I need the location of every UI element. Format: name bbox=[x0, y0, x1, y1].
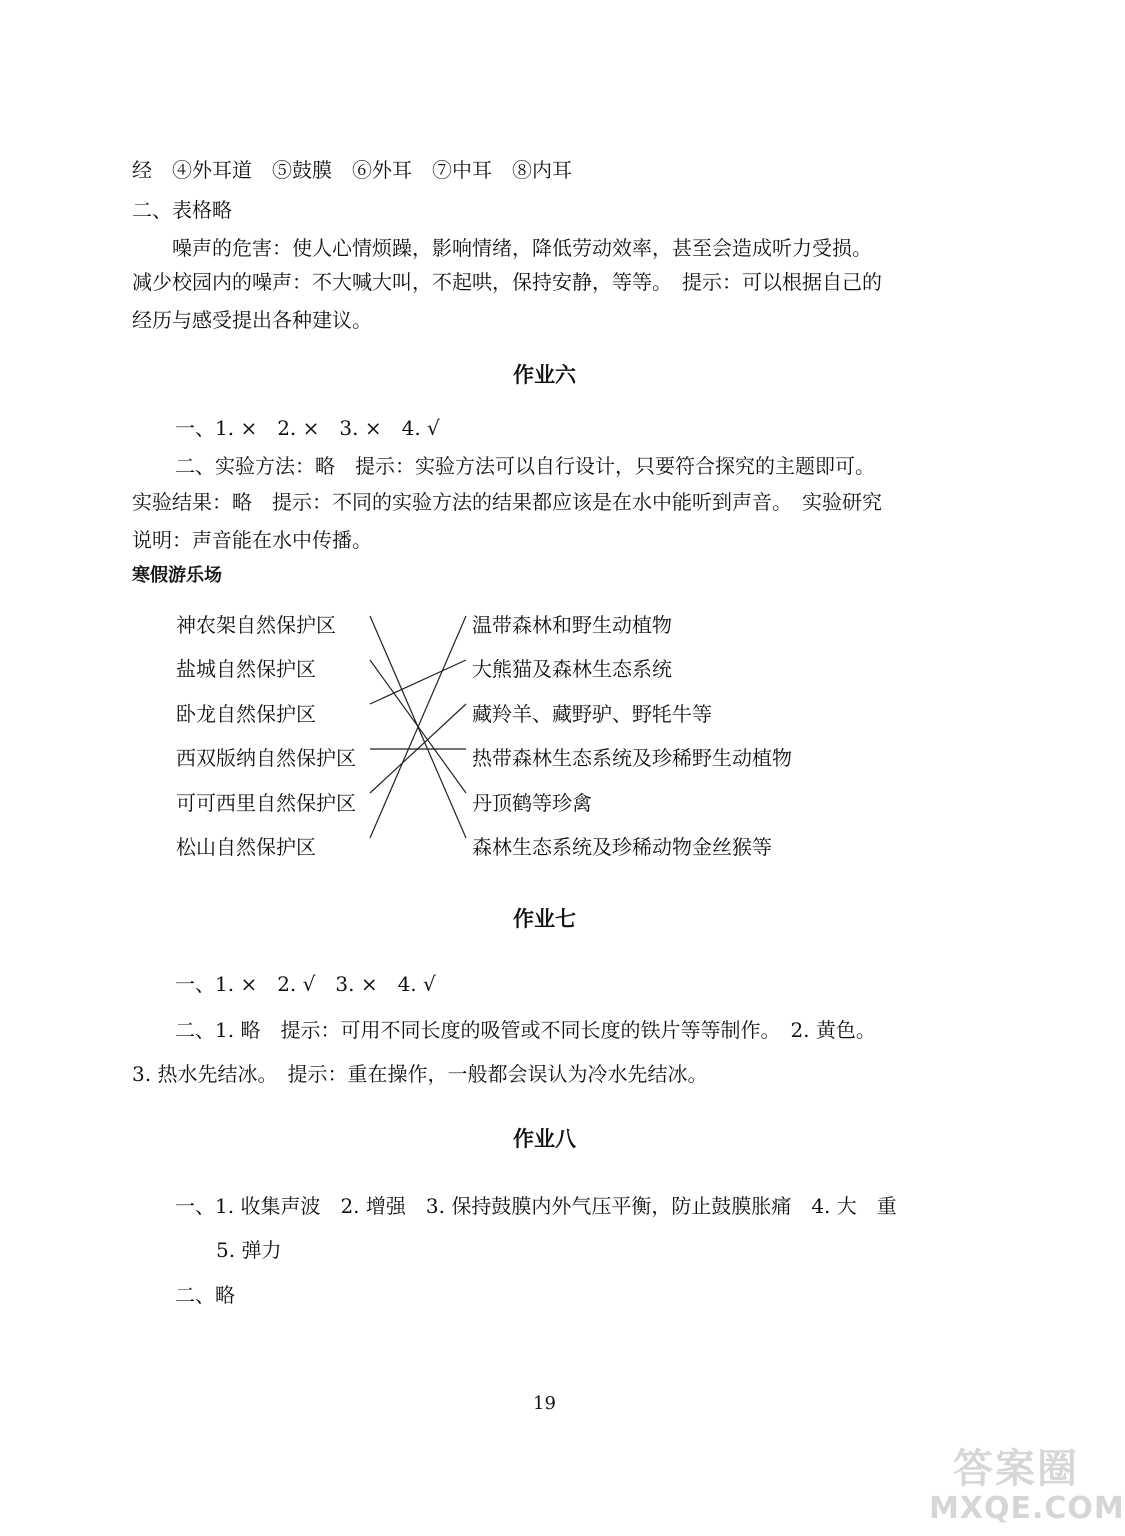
homework-6-q2-line-1: 二、实验方法：略 提示：实验方法可以自行设计，只要符合探究的主题即可。 bbox=[175, 454, 875, 478]
homework-6-q1: 一、1. × 2. × 3. × 4. √ bbox=[175, 416, 440, 440]
answer-line-table: 二、表格略 bbox=[132, 198, 232, 222]
page-number: 19 bbox=[533, 1393, 556, 1414]
reserve-shennongjia: 神农架自然保护区 bbox=[176, 613, 336, 637]
match-line-0 bbox=[370, 616, 466, 838]
homework-7-q2-line-1: 二、1. 略 提示：可用不同长度的吸管或不同长度的铁片等等制作。 2. 黄色。 bbox=[175, 1018, 876, 1042]
homework-8-q1-line-2: 5. 弹力 bbox=[216, 1238, 282, 1262]
reserve-yancheng: 盐城自然保护区 bbox=[176, 657, 316, 681]
winter-park-title: 寒假游乐场 bbox=[132, 565, 222, 586]
protected-giant-panda: 大熊猫及森林生态系统 bbox=[472, 657, 672, 681]
protected-red-crowned-crane: 丹顶鹤等珍禽 bbox=[472, 791, 592, 815]
homework-7-q2-line-2: 3. 热水先结冰。 提示：重在操作，一般都会误认为冷水先结冰。 bbox=[132, 1062, 708, 1086]
match-line-2 bbox=[370, 660, 466, 704]
protected-temperate-forest: 温带森林和野生动植物 bbox=[472, 613, 672, 637]
protected-golden-monkey: 森林生态系统及珍稀动物金丝猴等 bbox=[472, 835, 772, 859]
reserve-xishuangbanna: 西双版纳自然保护区 bbox=[176, 746, 356, 770]
protected-tropical-forest: 热带森林生态系统及珍稀野生动植物 bbox=[472, 746, 792, 770]
reserve-songshan: 松山自然保护区 bbox=[176, 835, 316, 859]
homework-7-q1: 一、1. × 2. √ 3. × 4. √ bbox=[175, 972, 436, 996]
homework-8-q2: 二、略 bbox=[175, 1283, 235, 1307]
homework-6-q2-line-3: 说明：声音能在水中传播。 bbox=[132, 528, 372, 552]
protected-tibetan-antelope: 藏羚羊、藏野驴、野牦牛等 bbox=[472, 702, 712, 726]
match-line-1 bbox=[370, 660, 466, 793]
match-line-5 bbox=[370, 616, 466, 838]
site-watermark bbox=[929, 1446, 1125, 1532]
section-title-homework-6: 作业六 bbox=[513, 363, 576, 387]
homework-6-q2-line-2: 实验结果：略 提示：不同的实验方法的结果都应该是在水中能听到声音。 实验研究 bbox=[132, 490, 882, 514]
section-title-homework-7: 作业七 bbox=[513, 907, 576, 931]
noise-paragraph-line-1: 噪声的危害：使人心情烦躁，影响情绪，降低劳动效率，甚至会造成听力受损。 bbox=[172, 236, 872, 260]
homework-8-q1-line-1: 一、1. 收集声波 2. 增强 3. 保持鼓膜内外气压平衡，防止鼓膜胀痛 4. 大 重 bbox=[175, 1194, 897, 1218]
noise-paragraph-line-3: 经历与感受提出各种建议。 bbox=[132, 308, 372, 332]
match-line-4 bbox=[370, 704, 466, 793]
answer-line-ear-parts: 经 ④外耳道 ⑤鼓膜 ⑥外耳 ⑦中耳 ⑧内耳 bbox=[132, 158, 572, 182]
section-title-homework-8: 作业八 bbox=[513, 1127, 576, 1151]
watermark-domain: MXQE.COM bbox=[929, 1491, 1125, 1526]
noise-paragraph-line-2: 减少校园内的噪声：不大喊大叫，不起哄，保持安静，等等。 提示：可以根据自己的 bbox=[132, 270, 882, 294]
reserve-wolong: 卧龙自然保护区 bbox=[176, 702, 316, 726]
watermark-logo-text: 答案圈 bbox=[953, 1446, 1079, 1492]
reserve-hoh-xil: 可可西里自然保护区 bbox=[176, 791, 356, 815]
